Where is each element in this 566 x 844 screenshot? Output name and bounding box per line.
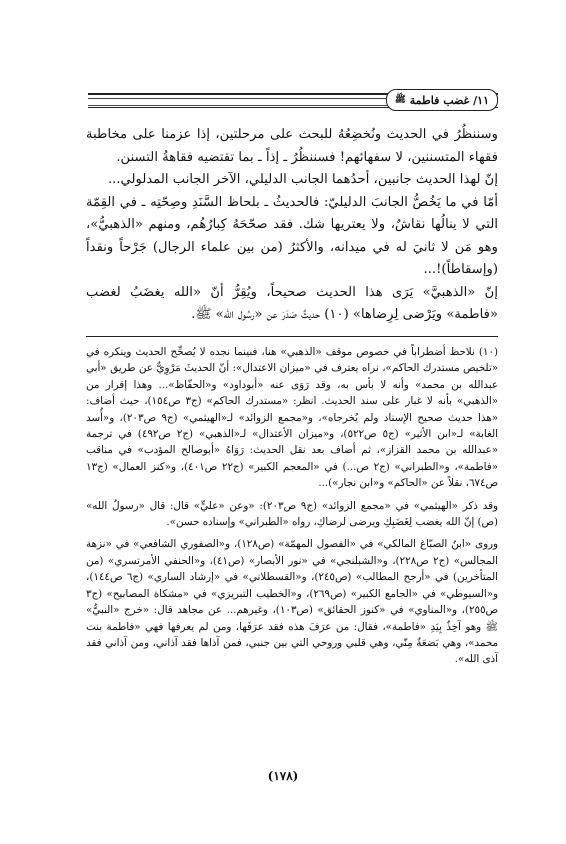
running-head-label: [386, 89, 498, 111]
page-number: (١٧٨): [267, 769, 299, 783]
footnote-paragraph: وقد ذكر «الهيثمي» في «مجمع الزوائد» (ج٩ ص٢٠٣): «وعن «عليٍّ» قال: قال «رسولُ الله» (ص) إنّ الله يغضب لِغَضَبِكِ ويرضى لرضاكِ، رواه «الطبراني» وإسناده حسن».: [86, 499, 498, 529]
body-paragraph: أمّا في ما يَخُصُّ الجانبَ الدليليّ: فالحديثُ ـ بلحاظ السَّنَدِ وصِحّتِه ـ في القِمّة التي لا ينالُها نقاشٌ، ولا يعتريها شك. فقد صحّحَهُ كِبارُهُم، ومنهم «الذهبيُّ»، وهو مَن لا ثانيَ له في ميدانه، والأكثرُ (من بين علماء الرجال) جَرْحاً ونقداً (وإسقاطاً)!...: [86, 194, 498, 277]
footnote-separator: [86, 336, 498, 337]
footnotes-section: [86, 344, 498, 674]
running-head-text: ١١/ غضب فاطمة: [409, 93, 489, 107]
header-decorative-rule: [88, 98, 394, 106]
footnote-paragraph: وروى «ابنُ الصبّاغ المالكي» في «الفصول المهمّة» (ص١٢٨)، و«الصفوري الشافعي» في «نزهة المجالس» (ج٢ ص٢٢٨)، و«الشبلنجي» في «نور الأبصار» (ص٤١)، و«الحنفي الأمرتسري» (من المتأخرين) في «أرجح المطالب» (ص٢٤٥)، و«القسطلاني» في «إرشاد الساري» (ج٦ ص١٤٤)، و«السيوطي» في «الجامع الكبير» (ص٢٦٩)، و«الخطيب التبريزي» في «مشكاة المصابيح» (ج٣ ص٢٥٥)، و«المناوي» في «كنوز الحقائق» (ص١٠٣)، وغيرهم... عن مجاهد قال: «خرج «النبيُّ» ﷺ وهو آخِذٌ بِيَدِ «فاطمة»، فقال: من عرَفَ هذه فقد عرَفَها، ومن لم يعرفها فهي «فاطمة بنت محمد»، وهي بَضعَةٌ مِنّي، وهي قلبي وروحي التي بين جنبي، فمن آذاها فقد آذاني، ومن آذاني فقد آذى الله».: [86, 538, 498, 666]
body-paragraph: إنّ «الذهبيَّ» يَرَى هذا الحديث صحيحاً، ويُقِرُّ أنّ «الله يغضَبُ لغضب «فاطمة» ويَرْضى لِرِضاها» (١٠) حديثٌ صَدَرَ عن «رسُول الله» ﷺ.: [86, 284, 498, 322]
page-header: [88, 93, 498, 108]
main-body-text: [86, 124, 498, 327]
salawat-seal-icon: ﷺ: [394, 95, 406, 105]
body-paragraph: إنّ لهذا الحديث جانبين، أحدُهما الجانب الدليلي، الآخر الجانب المدلولي...: [107, 172, 498, 187]
footnote-paragraph: (١٠) نلاحظ أضطراباً في خصوص موقف «الذهبي» هنا، فبينما نجده لا يُصحِّح الحديث وينكره في «تلخيص مستدرك الحاكم»، نراه يعترف في «ميزان الاعتدال»: أنّ الحديثَ مَرْوِيٌّ عن طريق «أبي عبدالله بن محمد» وأنه لا بأس به، وقد رَوَى عنه «أبوداود» و«الحفّاظ»... وهذا إقرار من «الذهبي» بأنه لا غبار على سند الحديث. انظر: «مستدرك الحاكم» (ج٣ ص١٥٤)، حيث أضاف: «هذا حديث صحيح الإسناد ولم يُخرجاه»، و«مجمع الزوائد» لـ«الهيثمي» (ج٩ ص٢٠٣)، و«أُسد الغابة» لـ«ابن الأثير» (ج٥ ص٥٢٢)، و«ميزان الأعتدال» لـ«الذهبي» (ج٢ ص٤٩٢) في ترجمة «عبدالله بن محمد القزاز»، ثم أضاف بعد نقل الحديث: رَوَاهُ «أبوصالح المؤدب» في مناقب «فاطمة»، و«الطبراني» (ج٢ ص...) في «المعجم الكبير» (ج٢٢ ص٤٠١)، و«كنز العمال» (ج١٣ ص٦٧٤، نقلاً عن «الحاكم» و«ابن نجار»)...: [86, 346, 499, 490]
body-paragraph: وسننظُرُ في الحديث ونُخضِعُهُ للبحث على مرحلتين، إذا عزمنا على مخاطبة فقهاء المتسننين، لا سفهائهم! فسننظُرُ ـ إذاً ـ بما تقتضيه فقاهةُ التسنن.: [86, 127, 498, 165]
